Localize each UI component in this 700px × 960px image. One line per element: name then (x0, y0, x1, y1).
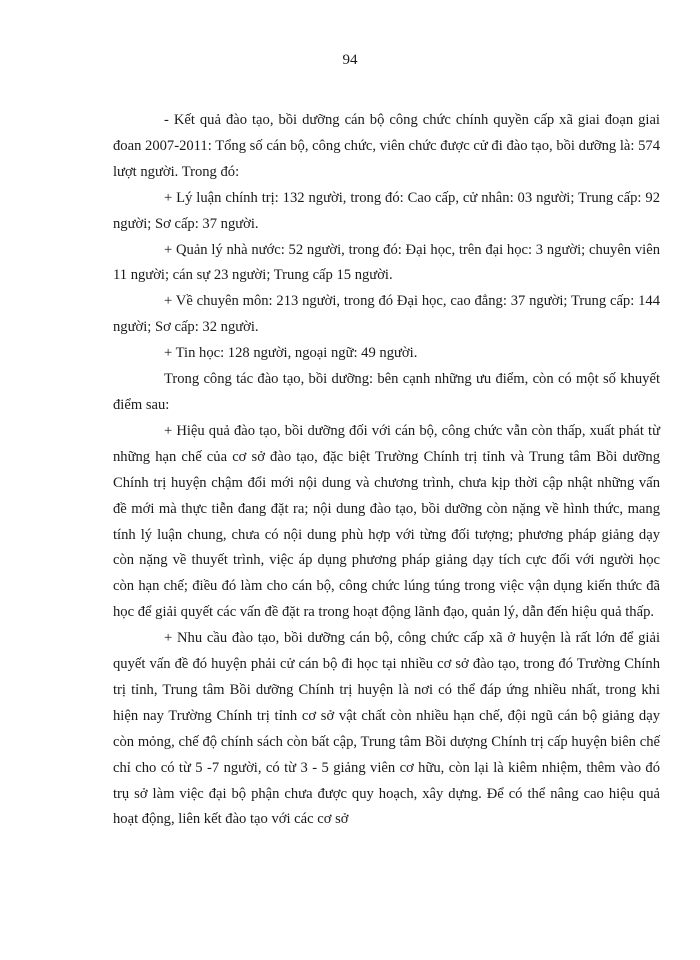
paragraph-training-needs: + Nhu cầu đào tạo, bồi dưỡng cán bộ, công chức cấp xã ở huyện là rất lớn để giải quyết vấn đề đó huyện phải cử cán bộ đi học tại nhiều cơ sở đào tạo, trong đó Trường Chính trị tỉnh, Trung tâm Bồi dưỡng Chính trị huyện là nơi có thể đáp ứng nhiều nhất, trong khi hiện nay Trường Chính trị tỉnh cơ sở vật chất còn nhiều hạn chế, đội ngũ cán bộ giảng dạy còn mỏng, chế độ chính sách còn bất cập, Trung tâm Bồi dượng Chính trị cấp huyện biên chế chỉ cho có từ 5 -7 người, có từ 3 - 5 giảng viên cơ hữu, còn lại là kiêm nhiệm, thêm vào đó trụ sở làm việc đại bộ phận chưa được quy hoạch, xây dựng. Để có thể nâng cao hiệu quả hoạt động, liên kết đào tạo với các cơ sở (113, 630, 660, 828)
paragraph-shortcomings-intro: Trong công tác đào tạo, bồi dưỡng: bên cạnh những ưu điểm, còn có một số khuyết điểm sau: (113, 371, 660, 413)
paragraph-training-results: - Kết quả đào tạo, bồi dưỡng cán bộ công chức chính quyền cấp xã giai đoạn giai đoan 2007-2011: Tổng số cán bộ, công chức, viên chức được cử đi đào tạo, bồi dưỡng là: 574 lượt người. Trong đó: (113, 112, 660, 180)
paragraph-professional: + Về chuyên môn: 213 người, trong đó Đại học, cao đẳng: 37 người; Trung cấp: 144 người; Sơ cấp: 32 người. (113, 293, 660, 336)
paragraph-state-management: + Quản lý nhà nước: 52 người, trong đó: Đại học, trên đại học: 3 người; chuyên viên 11 người; cán sự 23 người; Trung cấp 15 người. (113, 241, 660, 284)
document-body (113, 108, 660, 833)
paragraph-political-theory: + Lý luận chính trị: 132 người, trong đó: Cao cấp, cử nhân: 03 người; Trung cấp: 92 người; Sơ cấp: 37 người. (113, 189, 660, 232)
page-number: 94 (342, 52, 358, 68)
paragraph-it-languages: + Tin học: 128 người, ngoại ngữ: 49 người. (164, 345, 418, 362)
paragraph-effectiveness: + Hiệu quả đào tạo, bồi dưỡng đối với cán bộ, công chức vẫn còn thấp, xuất phát từ những hạn chế của cơ sở đào tạo, đặc biệt Trường Chính trị tỉnh và Trung tâm Bồi dưỡng Chính trị huyện chậm đổi mới nội dung và chương trình, chưa kịp thời cập nhật những vấn đề mới mà thực tiễn đang đặt ra; nội dung đào tạo, bồi dưỡng còn nặng về hình thức, mang tính lý luận chung, chưa có nội dung phù hợp với từng đối tượng; phương pháp giảng dạy còn nặng về thuyết trình, việc áp dụng phương pháp giảng dạy tích cực đối với người học còn hạn chế; điều đó làm cho cán bộ, công chức lúng túng trong việc vận dụng kiến thức đã học để giải quyết các vấn đề đặt ra trong hoạt động lãnh đạo, quản lý, dẫn đến hiệu quả thấp. (113, 422, 660, 621)
